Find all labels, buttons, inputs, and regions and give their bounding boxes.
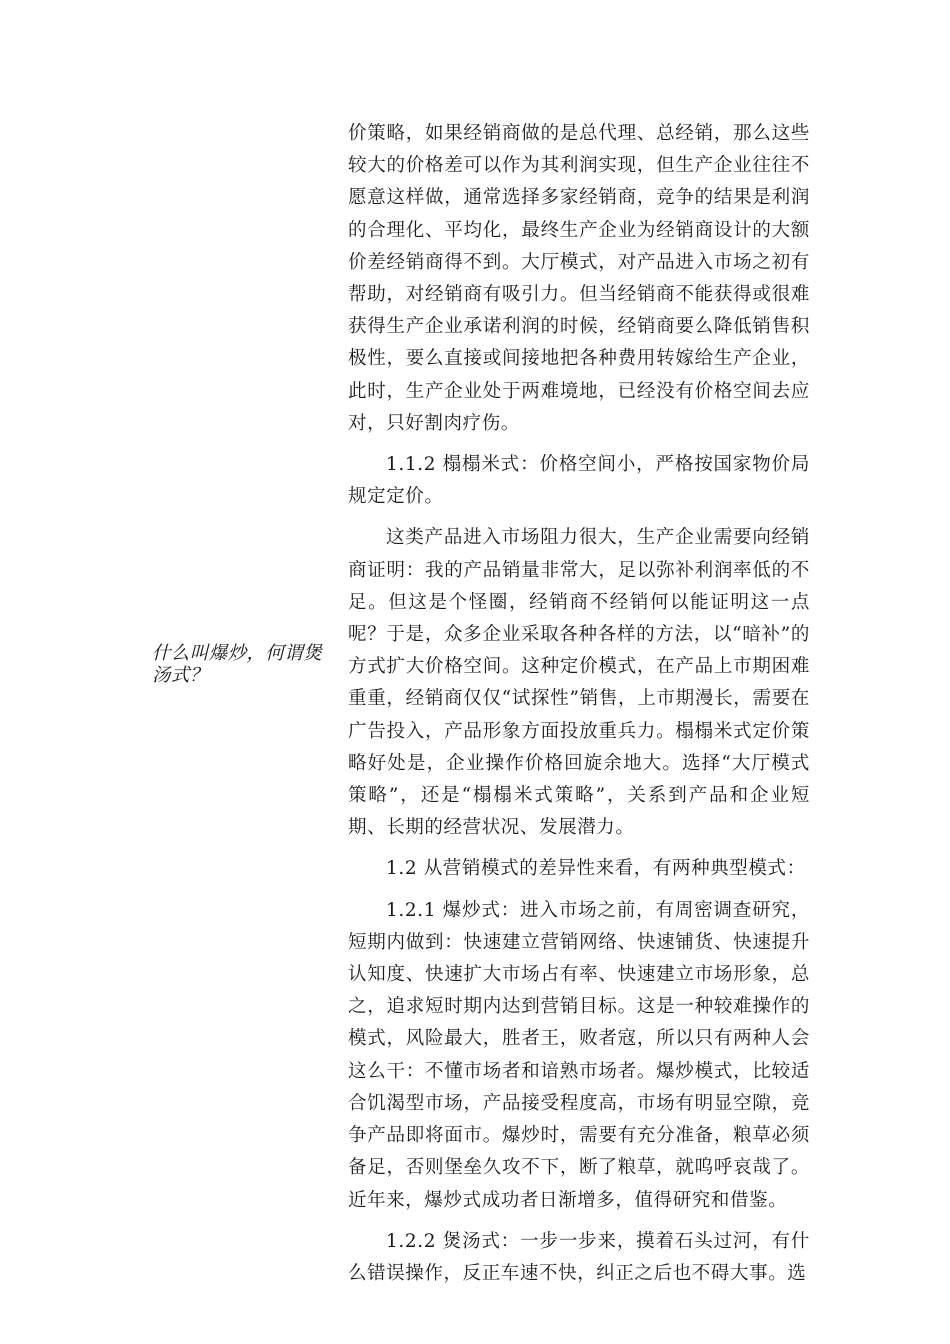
body-text-column — [348, 118, 810, 1299]
heading-tatami-style: 1.1.2 榻榻米式：价格空间小，严格按国家物价局规定定价。 — [348, 454, 810, 508]
paragraph-pricing-continued: 价策略，如果经销商做的是总代理、总经销，那么这些较大的价格差可以作为其利润实现，但生产企业往往不愿意这样做，通常选择多家经销商，竞争的结果是利润的合理化、平均化，最终生产企业为经销商设计的大额价差经销商得不到。大厅模式，对产品进入市场之初有帮助，对经销商有吸引力。但当经销商不能获得或很难获得生产企业承诺利润的时候，经销商要么降低销售积极性，要么直接或间接地把各种费用转嫁给生产企业，此时，生产企业处于两难境地，已经没有价格空间去应对，只好割肉疗伤。 — [348, 123, 810, 434]
paragraph-explosive-style: 1.2.1 爆炒式：进入市场之前，有周密调查研究，短期内做到：快速建立营销网络、快速铺货、快速提升认知度、快速扩大市场占有率、快速建立市场形象，总之，追求短时期内达到营销目标。这是一种较难操作的模式，风险最大，胜者王，败者寇，所以只有两种人会这么干：不懂市场者和谙熟市场者。爆炒模式，比较适合饥渴型市场，产品接受程度高，市场有明显空隙，竞争产品即将面市。爆炒时，需要有充分准备，粮草必须备足，否则堡垒久攻不下，断了粮草，就呜呼哀哉了。近年来，爆炒式成功者日渐增多，值得研究和借鉴。 — [348, 899, 810, 1211]
margin-note: 什么叫爆炒，何谓煲汤式？ — [152, 643, 323, 686]
paragraph-tatami-description: 这类产品进入市场阻力很大，生产企业需要向经销商证明：我的产品销量非常大，足以弥补利润率低的不足。但这是个怪圈，经销商不经销何以能证明这一点呢？于是，众多企业采取各种各样的方法，以“暗补”的方式扩大价格空间。这种定价模式，在产品上市期困难重重，经销商仅仅“试探性”销售，上市期漫长，需要在广告投入，产品形象方面投放重兵力。榻榻米式定价策略好处是，企业操作价格回旋余地大。选择“大厅模式策略”，还是“榻榻米式策略”，关系到产品和企业短期、长期的经营状况、发展潜力。 — [348, 527, 810, 839]
paragraph-simmer-style: 1.2.2 煲汤式：一步一步来，摸着石头过河，有什么错误操作，反正车速不快，纠正之后也不碍大事。选 — [348, 1230, 810, 1284]
heading-marketing-modes: 1.2 从营销模式的差异性来看，有两种典型模式： — [386, 858, 806, 880]
